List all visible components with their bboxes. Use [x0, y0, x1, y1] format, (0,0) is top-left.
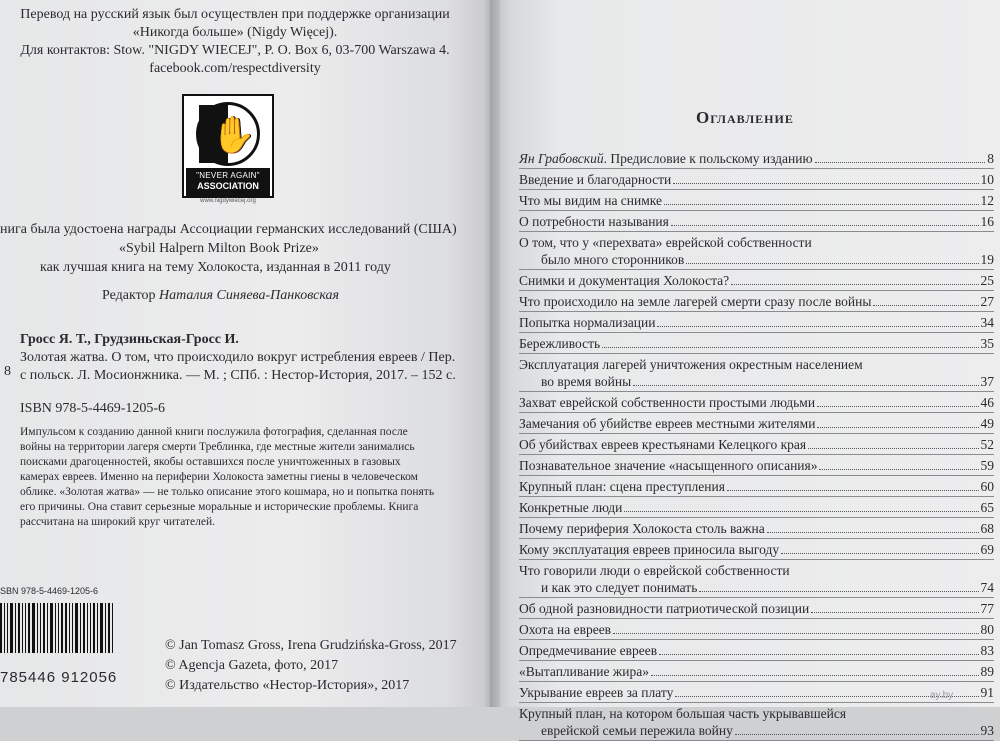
annotation [20, 425, 476, 530]
toc-entry [519, 476, 994, 497]
editor-name: Наталия Синяева-Панковская [159, 288, 340, 303]
toc-entry-title [519, 335, 600, 352]
toc-line [519, 415, 994, 432]
barcode-bar [100, 603, 103, 653]
toc-entry [519, 598, 994, 619]
annotation-line: Импульсом к созданию данной книги послужила фотография, сделанная после [20, 426, 408, 438]
toc-page-number: 74 [980, 580, 994, 595]
toc-entry [519, 497, 994, 518]
barcode [0, 603, 120, 669]
toc-leader-dots [659, 654, 978, 655]
toc-page-number: 80 [980, 622, 994, 637]
toc-entry [519, 190, 994, 211]
barcode-bar [7, 603, 8, 653]
toc-title: Оглавление [696, 108, 794, 127]
toc-leader-dots [808, 448, 978, 449]
barcode-bar [15, 603, 16, 653]
copyright-line: © Agencja Gazeta, фото, 2017 [165, 658, 339, 673]
toc-leader-dots [633, 385, 978, 386]
annotation-line: рассчитана на широкий круг читателей. [20, 516, 216, 528]
barcode-bar [18, 603, 20, 653]
toc-entry-title [519, 705, 846, 722]
barcode-bar [108, 603, 110, 653]
toc-entry-title [519, 356, 863, 373]
toc-page-number: 46 [980, 395, 994, 410]
toc-leader-dots [651, 675, 979, 676]
toc-entry-text: Крупный план: сцена преступления [519, 479, 725, 494]
toc-page-number: 68 [980, 521, 994, 536]
toc-entry-text: Познавательное значение «насыщенного описания» [519, 458, 818, 473]
logo-url: www.nigdywiecej.org [200, 198, 256, 204]
toc-entry [519, 619, 994, 640]
credit-line: facebook.com/respectdiversity [149, 61, 321, 76]
toc-entry-text: Об убийствах евреев крестьянами Келецкого края [519, 437, 807, 452]
toc-entry-text: О потребности называния [519, 214, 669, 229]
toc-page-number: 93 [980, 723, 994, 738]
barcode-bar [105, 603, 106, 653]
barcode-bar [47, 603, 48, 653]
toc-entry [519, 434, 994, 455]
barcode-bar [37, 603, 38, 653]
toc-page-number: 16 [980, 214, 994, 229]
toc-entry-text: во время войны [541, 374, 632, 389]
toc-entry [519, 661, 994, 682]
toc-entry-text: Почему периферия Холокоста столь важна [519, 521, 765, 536]
toc-leader-dots [664, 204, 978, 205]
toc-entry-title [519, 600, 809, 617]
toc-entry-text: Бережливость [519, 336, 601, 351]
toc-page-number: 59 [980, 458, 994, 473]
toc-entry [519, 455, 994, 476]
annotation-line: войны на территории лагеря смерти Треблинка, где местные жители занимались [20, 441, 415, 453]
toc-entry-title [541, 251, 684, 268]
toc-line [519, 171, 994, 188]
toc-line [519, 478, 994, 495]
annotation-line: его причины. Она ставит серьезные моральные и исторические проблемы. Книга [20, 501, 419, 513]
toc-line [519, 684, 994, 701]
toc-entry-text: еврейской семьи пережила войну [541, 723, 733, 738]
toc-leader-dots [815, 162, 986, 163]
toc-entry-text: . Предисловие к польскому изданию [603, 151, 813, 166]
toc-entry-author: Ян Грабовский [519, 151, 604, 166]
toc-leader-dots [819, 469, 978, 470]
toc-line [519, 373, 994, 390]
annotation-line: камерах евреев. Именно на периферии Холокоста заметны гиены в человеческом [20, 471, 418, 483]
toc-entry [519, 518, 994, 539]
toc-entry-text: Попытка нормализации [519, 315, 656, 330]
table-of-contents [519, 148, 994, 741]
toc-entry-title [519, 314, 655, 331]
toc-page-number: 52 [980, 437, 994, 452]
annotation-line: поисками драгоценностей, якобы оставшихся после уничтоженных в газовых [20, 456, 401, 468]
toc-entry-title [519, 684, 673, 701]
left-page [0, 0, 490, 707]
toc-entry-text: Замечания об убийстве евреев местными жителями [519, 416, 816, 431]
toc-entry [519, 560, 994, 598]
toc-entry-title [519, 436, 806, 453]
toc-entry-text: Снимки и документация Холокоста? [519, 273, 730, 288]
toc-line [519, 394, 994, 411]
toc-leader-dots [767, 532, 979, 533]
barcode-isbn: SBN 978-5-4469-1205-6 [0, 586, 99, 596]
toc-line [519, 600, 994, 617]
toc-entry-title [519, 499, 622, 516]
barcode-bar [80, 603, 81, 653]
barcode-bar [50, 603, 53, 653]
toc-entry-text: Укрывание евреев за плату [519, 685, 674, 700]
toc-page-number: 69 [980, 542, 994, 557]
barcode-bar [90, 603, 91, 653]
barcode-bar [69, 603, 70, 653]
toc-leader-dots [686, 263, 978, 264]
toc-page-number: 10 [980, 172, 994, 187]
credit-line: Перевод на русский язык был осуществлен при поддержке организации [20, 7, 450, 22]
toc-entry-title [519, 415, 815, 432]
toc-line [519, 251, 994, 268]
toc-entry-text: Об одной разновидности патриотической позиции [519, 601, 810, 616]
barcode-bar [28, 603, 30, 653]
toc-entry-text: Захват еврейской собственности простыми людьми [519, 395, 816, 410]
toc-entry-title [519, 213, 669, 230]
toc-page-number: 91 [980, 685, 994, 700]
toc-line [519, 457, 994, 474]
toc-entry-title [541, 373, 631, 390]
toc-line [519, 213, 994, 230]
toc-line [519, 335, 994, 352]
toc-entry-title [519, 621, 611, 638]
toc-leader-dots [727, 490, 979, 491]
toc-page-number: 83 [980, 643, 994, 658]
award-note [0, 220, 480, 277]
toc-line [519, 642, 994, 659]
toc-line [519, 192, 994, 209]
biblio-authors: Гросс Я. Т., Грудзиньская-Гросс И. [20, 332, 239, 347]
toc-page-number: 19 [980, 252, 994, 267]
toc-leader-dots [613, 633, 978, 634]
book-gutter [484, 0, 500, 707]
toc-entry-text: Что мы видим на снимке [519, 193, 663, 208]
toc-entry-text: Крупный план, на котором большая часть укрывавшейся [519, 706, 847, 721]
toc-line [519, 520, 994, 537]
toc-leader-dots [811, 612, 978, 613]
toc-entry [519, 354, 994, 392]
toc-page-number: 49 [980, 416, 994, 431]
toc-line [519, 314, 994, 331]
toc-page-number: 37 [980, 374, 994, 389]
annotation-line: облике. «Золотая жатва» — не только описание этого кошмара, но и попытка понять [20, 486, 435, 498]
toc-leader-dots [873, 305, 978, 306]
toc-entry-text: «Вытапливание жира» [519, 664, 649, 679]
toc-page-number: 12 [980, 193, 994, 208]
copyright-block [165, 636, 457, 696]
toc-page-number: 25 [980, 273, 994, 288]
toc-entry-title [519, 562, 790, 579]
toc-entry-title [519, 192, 662, 209]
toc-line [519, 621, 994, 638]
barcode-bar [40, 603, 41, 653]
barcode-bar [61, 603, 63, 653]
toc-entry [519, 640, 994, 661]
toc-page-number: 89 [980, 664, 994, 679]
editor-label: Редактор [102, 288, 156, 303]
credit-line: «Никогда больше» (Nigdy Więcej). [132, 25, 338, 40]
barcode-bar [83, 603, 85, 653]
toc-page-number: 35 [980, 336, 994, 351]
toc-leader-dots [671, 225, 979, 226]
toc-page-number: 60 [980, 479, 994, 494]
toc-page-number: 65 [980, 500, 994, 515]
toc-line [519, 234, 994, 251]
bibliographic-entry [0, 331, 480, 385]
toc-line [519, 541, 994, 558]
toc-entry-text: Что происходило на земле лагерей смерти сразу после войны [519, 294, 872, 309]
never-again-logo [182, 94, 274, 206]
toc-line [519, 663, 994, 680]
barcode-digits: 785446 912056 [0, 669, 118, 686]
barcode-bar [4, 603, 5, 653]
barcode-bar [55, 603, 56, 653]
toc-leader-dots [817, 427, 978, 428]
barcode-bar [75, 603, 78, 653]
toc-entry-text: Эксплуатация лагерей уничтожения окрестным населением [519, 357, 863, 372]
award-line: нига была удостоена награды Ассоциации германских исследований (США) [0, 222, 457, 237]
biblio-number: 8 [4, 364, 11, 379]
barcode-bar [72, 603, 73, 653]
watermark: ay.by [930, 690, 954, 701]
toc-entry-title [519, 150, 813, 167]
toc-page-number: 8 [987, 151, 994, 166]
toc-line [519, 150, 994, 167]
copyright-line: © Jan Tomasz Gross, Irena Grudzińska-Gross, 2017 [165, 638, 457, 653]
toc-line [519, 562, 994, 579]
toc-line [519, 293, 994, 310]
toc-entry-text: Кому эксплуатация евреев приносила выгоду [519, 542, 780, 557]
toc-line [519, 499, 994, 516]
barcode-bar [32, 603, 35, 653]
toc-entry-title [519, 171, 671, 188]
toc-entry-title [541, 579, 697, 596]
toc-entry-title [519, 642, 657, 659]
toc-entry [519, 539, 994, 560]
toc-entry-title [519, 234, 812, 251]
toc-entry [519, 291, 994, 312]
toc-entry-text: Конкретные люди [519, 500, 623, 515]
barcode-bar [43, 603, 45, 653]
toc-entry [519, 312, 994, 333]
editor-credit [102, 288, 339, 304]
toc-leader-dots [657, 326, 978, 327]
toc-entry-text: Охота на евреев [519, 622, 612, 637]
toc-entry-title [519, 520, 765, 537]
biblio-line: Золотая жатва. О том, что происходило вокруг истребления евреев / Пер. [20, 350, 456, 365]
toc-leader-dots [817, 406, 978, 407]
toc-line [519, 705, 994, 722]
isbn: ISBN 978-5-4469-1205-6 [20, 401, 166, 416]
toc-entry-text: Что говорили люди о еврейской собственности [519, 563, 790, 578]
barcode-bar [25, 603, 26, 653]
toc-entry-text: Введение и благодарности [519, 172, 672, 187]
toc-page-number: 34 [980, 315, 994, 330]
award-line: «Sybil Halpern Milton Book Prize» [119, 241, 319, 256]
toc-line [519, 436, 994, 453]
toc-entry [519, 232, 994, 270]
toc-entry [519, 413, 994, 434]
barcode-bar [93, 603, 95, 653]
toc-leader-dots [624, 511, 978, 512]
toc-entry-text: и как это следует понимать [541, 580, 698, 595]
toc-entry-title [519, 394, 815, 411]
toc-leader-dots [673, 183, 978, 184]
toc-entry-title [519, 272, 729, 289]
toc-entry [519, 703, 994, 741]
toc-line [519, 272, 994, 289]
toc-entry [519, 392, 994, 413]
barcode-bar [97, 603, 98, 653]
credit-line: Для контактов: Stow. "NIGDY WIECEJ", P. O. Box 6, 03-700 Warszawa 4. [20, 43, 450, 58]
toc-entry-text: Опредмечивание евреев [519, 643, 658, 658]
toc-line [519, 579, 994, 596]
toc-entry-title [541, 722, 733, 739]
toc-leader-dots [781, 553, 978, 554]
barcode-bar [0, 603, 2, 653]
barcode-bar [65, 603, 67, 653]
toc-page-number: 27 [980, 294, 994, 309]
logo-line-2: ASSOCIATION [197, 181, 259, 191]
toc-entry-text: было много сторонников [541, 252, 685, 267]
biblio-line: с польск. Л. Мосионжника. — М. ; СПб. : Нестор-История, 2017. – 152 с. [20, 368, 456, 383]
hand-icon: ✋ [211, 115, 256, 155]
toc-line [519, 722, 994, 739]
logo-circle [196, 102, 260, 166]
toc-leader-dots [602, 347, 978, 348]
toc-leader-dots [731, 284, 978, 285]
logo-frame [182, 94, 274, 198]
toc-entry [519, 682, 994, 703]
toc-entry [519, 169, 994, 190]
toc-page-number: 77 [980, 601, 994, 616]
toc-entry-title [519, 293, 871, 310]
toc-line [519, 356, 994, 373]
barcode-bar [10, 603, 13, 653]
barcode-bar [58, 603, 59, 653]
barcode-bar [87, 603, 88, 653]
copyright-line: © Издательство «Нестор-История», 2017 [165, 678, 410, 693]
toc-entry-title [519, 541, 779, 558]
toc-entry [519, 270, 994, 291]
toc-entry [519, 211, 994, 232]
translation-credit [0, 6, 470, 78]
toc-entry-title [519, 478, 725, 495]
toc-leader-dots [735, 734, 979, 735]
toc-entry-title [519, 457, 817, 474]
toc-entry-title [519, 663, 649, 680]
barcode-bar [112, 603, 113, 653]
toc-entry-text: О том, что у «перехвата» еврейской собственности [519, 235, 812, 250]
toc-leader-dots [699, 591, 978, 592]
barcode-bar [22, 603, 23, 653]
logo-line-1: "NEVER AGAIN" [196, 171, 260, 180]
toc-entry [519, 148, 994, 169]
award-line: как лучшая книга на тему Холокоста, изданная в 2011 году [40, 260, 391, 275]
logo-band [186, 168, 270, 196]
toc-entry [519, 333, 994, 354]
